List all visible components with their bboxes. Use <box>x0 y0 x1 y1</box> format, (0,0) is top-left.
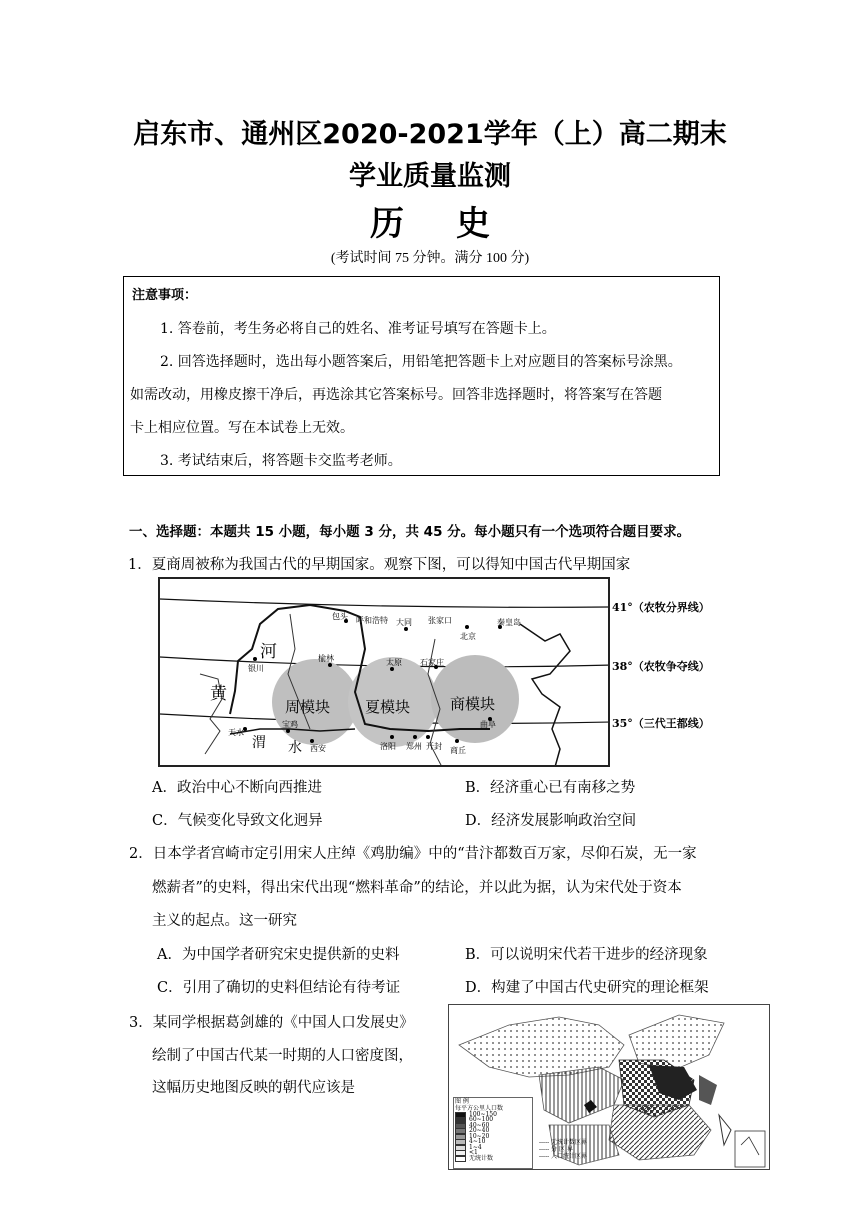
q1-option-b: B．经济重心已有南移之势 <box>465 780 636 796</box>
legend-label: 20~40 <box>469 1127 490 1134</box>
question-2-line1: 2．日本学者宫崎市定引用宋人庄绰《鸡肋编》中的“昔汴都数百万家，尽仰石炭，无一家 <box>129 846 697 862</box>
q2-option-a: A．为中国学者研究宋史提供新的史料 <box>157 947 400 963</box>
legend-subtitle: 每平方公里人口数 <box>455 1104 504 1112</box>
question-2-line3: 主义的起点。这一研究 <box>152 913 297 929</box>
city-huhehaote: 呼和浩特 <box>356 616 388 625</box>
notice-box <box>123 276 720 476</box>
section-heading: 一、选择题：本题共 15 小题，每小题 3 分，共 45 分。每小题只有一个选项符合题目要求。 <box>129 524 691 540</box>
city-qinhuangdao: 秦皇岛 <box>497 618 521 627</box>
river-label-shui: 水 <box>288 740 302 756</box>
city-zhengzhou: 郑州 <box>406 742 422 751</box>
question-1-stem: 1．夏商周被称为我国古代的早期国家。观察下图，可以得知中国古代早期国家 <box>128 557 631 573</box>
city-yulin: 榆林 <box>318 654 334 663</box>
zone-shang-label: 商模块 <box>450 695 496 713</box>
zone-xia-label: 夏模块 <box>365 698 411 716</box>
zone-zhou-label: 周模块 <box>285 698 331 716</box>
latitude-35-label: 35°（三代王都线） <box>612 717 710 730</box>
city-shijiazhuang: 石家庄 <box>420 658 444 667</box>
river-label-he: 河 <box>260 642 277 662</box>
river-label-wei: 渭 <box>252 735 266 751</box>
city-kaifeng: 开封 <box>426 742 442 751</box>
question-3-line3: 这幅历史地图反映的朝代应该是 <box>152 1080 355 1096</box>
exam-title-line2: 学业质量监测 <box>349 161 511 192</box>
city-taiyuan: 太原 <box>386 658 402 667</box>
notice-item-2-line3: 卡上相应位置。写在本试卷上无效。 <box>130 420 354 436</box>
latitude-41-label: 41°（农牧分界线） <box>612 601 710 614</box>
exam-title-line1: 启东市、通州区2020-2021学年（上）高二期末 <box>133 119 727 150</box>
city-luoyang: 洛阳 <box>380 742 396 751</box>
city-baotou: 包头 <box>332 612 348 621</box>
question-2-line2: 燃薪者”的史料，得出宋代出现“燃料革命”的结论，并以此为据，认为宋代处于资本 <box>152 880 682 896</box>
legend-item <box>455 1156 531 1162</box>
legend-label: 10~20 <box>469 1132 490 1140</box>
legend-line-label: ----- 分 区 界 <box>539 1146 573 1153</box>
legend-title: 图 例 <box>455 1098 469 1105</box>
q2-option-c: C．引用了确切的史料但结论有待考证 <box>157 980 401 996</box>
legend-label: 60~100 <box>469 1116 494 1123</box>
city-tianshui: 天水 <box>228 728 244 737</box>
city-datong: 大同 <box>396 618 412 627</box>
notice-heading: 注意事项： <box>132 288 198 303</box>
subject-char-a: 历 <box>370 204 404 244</box>
legend-label: 40~60 <box>469 1121 490 1129</box>
city-shangqiu: 商丘 <box>450 746 466 755</box>
q2-option-b: B．可以说明宋代若干进步的经济现象 <box>465 947 708 963</box>
city-beijing: 北京 <box>460 632 476 641</box>
subject-title <box>0 196 860 245</box>
legend-line-label: ----- 无统计数区界 <box>539 1139 588 1146</box>
legend-label: <1 <box>469 1149 478 1156</box>
legend-swatch <box>455 1156 466 1162</box>
subject-char-b: 史 <box>456 204 490 244</box>
latitude-38-label: 38°（农牧争夺线） <box>612 660 710 673</box>
question-3-line1: 3．某同学根据葛剑雄的《中国人口发展史》 <box>129 1015 414 1031</box>
legend-label: 100~150 <box>469 1110 497 1118</box>
legend-label: 4~10 <box>469 1138 486 1145</box>
q1-option-d: D．经济发展影响政治空间 <box>465 813 637 829</box>
city-zhangjiakou: 张家口 <box>428 616 452 625</box>
exam-info: (考试时间 75 分钟。满分 100 分) <box>330 251 530 266</box>
notice-item-1: 1. 答卷前，考生务必将自己的姓名、准考证号填写在答题卡上。 <box>160 321 556 337</box>
city-xian: 西安 <box>310 744 326 753</box>
legend-list <box>455 1112 531 1162</box>
notice-item-3: 3. 考试结束后，将答题卡交监考老师。 <box>160 453 402 469</box>
question-1-map <box>158 577 610 767</box>
notice-item-2-line1: 2. 回答选择题时，选出每小题答案后，用铅笔把答题卡上对应题目的答案标号涂黑。 <box>160 354 682 370</box>
q2-option-d: D．构建了中国古代史研究的理论框架 <box>465 980 709 996</box>
city-baoji: 宝鸡 <box>282 720 298 729</box>
river-label-huang: 黄 <box>210 684 227 704</box>
notice-item-2-line2: 如需改动，用橡皮擦干净后，再选涂其它答案标号。回答非选择题时，将答案写在答题 <box>130 387 662 403</box>
city-yinchuan: 银川 <box>248 664 264 673</box>
population-map-legend <box>453 1097 533 1169</box>
city-qufu: 曲阜 <box>480 720 496 729</box>
legend-label: 1~4 <box>469 1143 482 1151</box>
legend-boundary-list <box>539 1139 587 1160</box>
early-states-map-graphic <box>160 579 610 767</box>
q1-option-c: C．气候变化导致文化迥异 <box>152 813 323 829</box>
q1-option-a: A．政治中心不断向西推进 <box>152 780 322 796</box>
question-3-population-map <box>448 1004 770 1170</box>
legend-line-label: ----- 人口统计区界 <box>539 1153 588 1160</box>
legend-label: 无统计数 <box>469 1154 494 1162</box>
question-3-line2: 绘制了中国古代某一时期的人口密度图， <box>152 1048 413 1064</box>
